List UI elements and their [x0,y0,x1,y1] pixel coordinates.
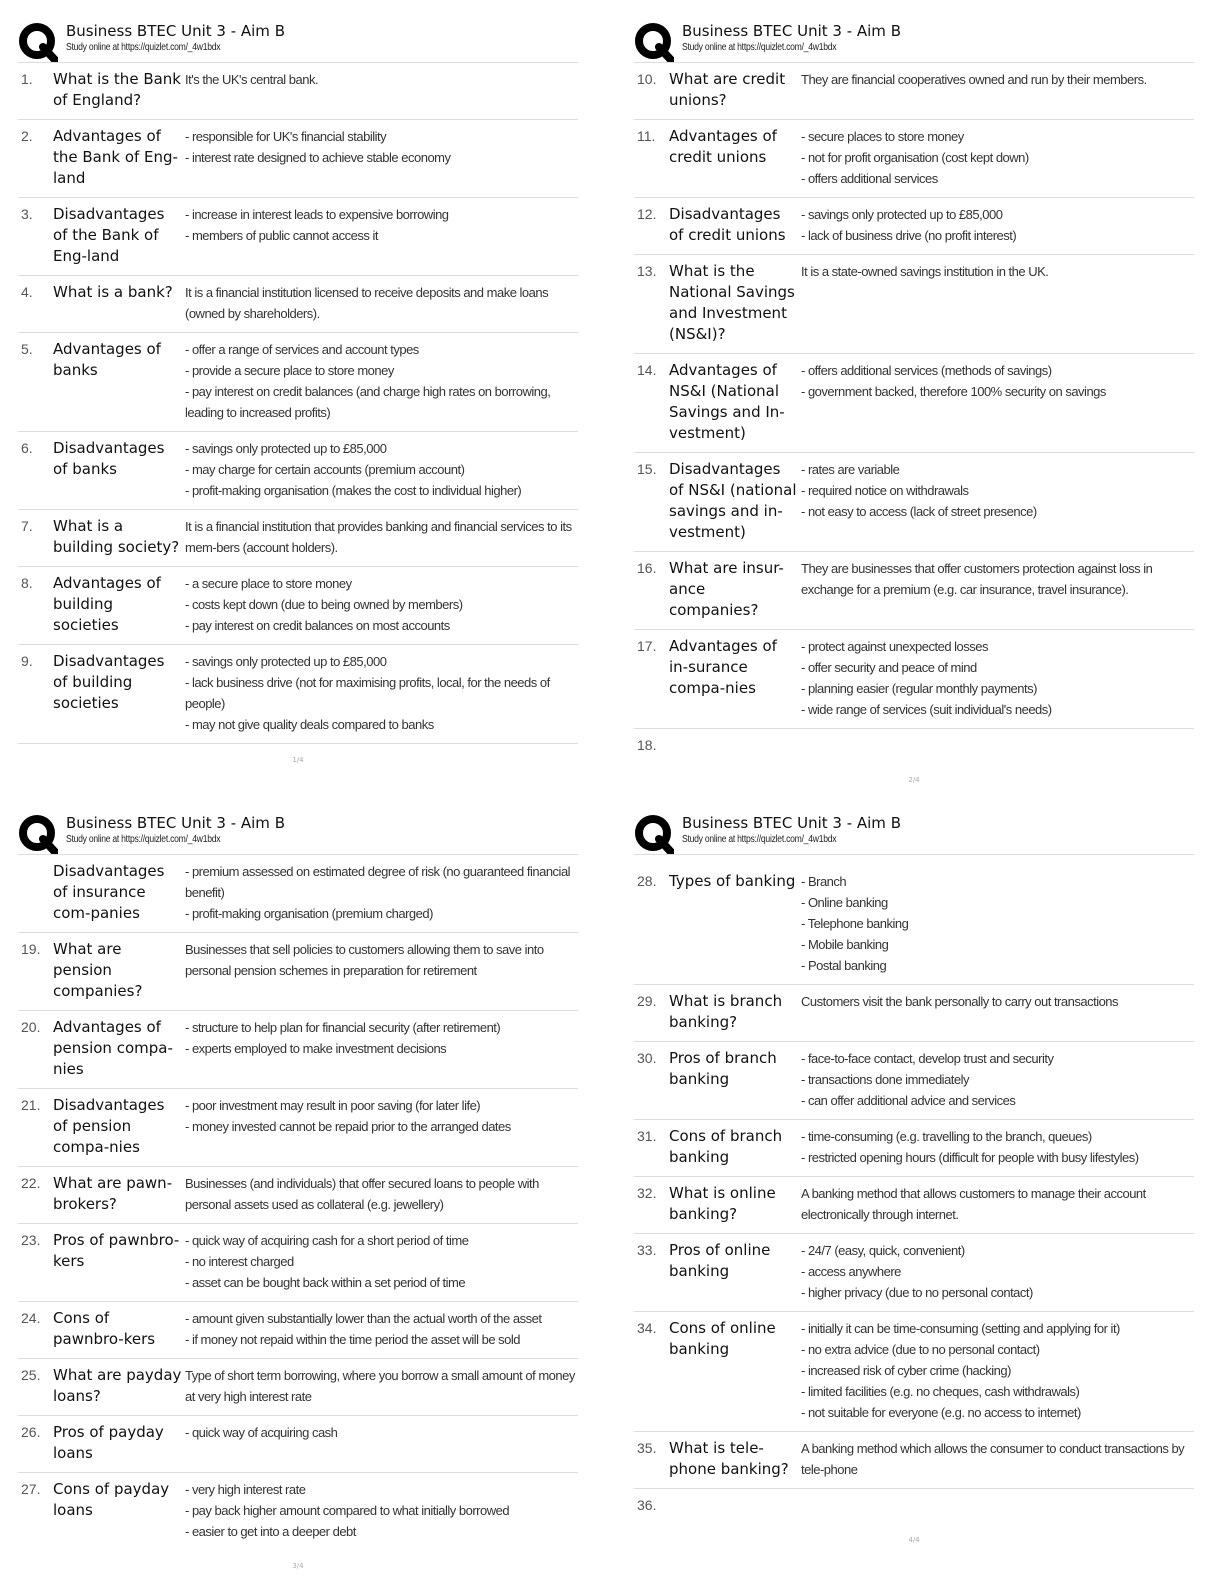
row-term: What are pawn-brokers? [53,1174,173,1213]
row-definition: - initially it can be time-consuming (setting and applying for it) - no extra advice (due to no personal contact) - increased risk of cyber crime (hacking) - limited facilities (e.g. no cheques, cash withdrawals) - not suitable for everyone (e.g. no access to internet) [801,1321,1120,1420]
flashcard-list [18,62,578,744]
row-number: 33. [637,1242,657,1258]
row-definition: - responsible for UK's financial stability - interest rate designed to achieve stable economy [185,129,451,165]
flashcard-row [18,1167,578,1224]
row-term: What is branch banking? [669,992,783,1031]
flashcard-row [634,1432,1194,1489]
row-term: What are credit unions? [669,70,786,109]
row-definition: - rates are variable - required notice on withdrawals - not easy to access (lack of street presence) [801,462,1037,519]
row-definition: - Branch - Online banking - Telephone banking - Mobile banking - Postal banking [801,874,909,973]
page-3 [18,810,578,1570]
row-number: 18. [637,737,657,753]
row-term: Disadvantages of NS&I (national savings and in-vestment) [669,460,797,541]
row-number: 24. [21,1310,41,1326]
row-number: 36. [637,1497,657,1513]
row-number: 14. [637,362,657,378]
row-number: 6. [21,440,33,456]
row-definition: They are financial cooperatives owned and run by their members. [801,72,1147,87]
page-number: 4/4 [908,1536,920,1544]
row-definition: They are businesses that offer customers protection against loss in exchange for a premium (e.g. car insurance, travel insurance). [801,561,1153,597]
row-definition: It is a financial institution that provides banking and financial services to its mem-bers (account holders). [185,519,572,555]
row-term: What is tele-phone banking? [669,1439,789,1478]
flashcard-row [18,933,578,1011]
row-definition: It is a state-owned savings institution in the UK. [801,264,1049,279]
row-number: 25. [21,1367,41,1383]
flashcard-row [18,120,578,198]
flashcard-row [18,333,578,432]
row-number: 7. [21,518,33,534]
flashcard-row [634,1312,1194,1432]
quizlet-logo-icon [18,22,58,62]
row-definition: Customers visit the bank personally to carry out transactions [801,994,1119,1009]
row-term: What is the Bank of England? [53,70,181,109]
row-term: Types of banking [669,872,796,890]
row-term: Disadvantages of credit unions [669,205,786,244]
row-number: 5. [21,341,33,357]
row-definition [799,735,1194,756]
page-subtitle: Study online at https://quizlet.com/_4w1bdx [66,834,221,845]
row-number: 35. [637,1440,657,1456]
row-definition: Businesses (and individuals) that offer secured loans to people with personal assets used as collateral (e.g. jewellery) [185,1176,539,1212]
row-term: Disadvantages of insurance com-panies [53,862,165,922]
row-definition: - savings only protected up to £85,000 - may charge for certain accounts (premium account) - profit-making organisation (makes the cost to individual higher) [185,441,522,498]
row-number: 19. [21,941,41,957]
page-2 [634,18,1194,784]
flashcard-list [634,854,1194,1524]
row-number: 26. [21,1424,41,1440]
row-definition: Businesses that sell policies to customers allowing them to save into personal pension schemes in preparation for retirement [185,942,544,978]
row-number: 9. [21,653,33,669]
quizlet-logo-icon [18,814,58,854]
flashcard-row [634,630,1194,729]
row-term: What is the National Savings and Investment (NS&I)? [669,262,795,343]
row-term: What is a bank? [53,283,173,301]
page-title: Business BTEC Unit 3 - Aim B [682,814,901,832]
row-term: Disadvantages of banks [53,439,165,478]
row-term: Advantages of the Bank of Eng-land [53,127,178,187]
row-term: Advantages of NS&I (National Savings and In-vestment) [669,361,785,442]
flashcard-row [634,63,1194,120]
row-number: 32. [637,1185,657,1201]
flashcard-row [634,729,1194,764]
page-subtitle: Study online at https://quizlet.com/_4w1bdx [682,834,837,845]
row-definition: - premium assessed on estimated degree of risk (no guaranteed financial benefit) - profit-making organisation (premium charged) [185,864,571,921]
row-term: Cons of branch banking [669,1127,783,1166]
flashcard-row [634,198,1194,255]
row-definition: - face-to-face contact, develop trust and security - transactions done immediately - can offer additional advice and services [801,1051,1054,1108]
flashcard-row [634,985,1194,1042]
row-term: Advantages of building societies [53,574,161,634]
flashcard-row [18,645,578,744]
row-term: Cons of pawnbro-kers [53,1309,156,1348]
row-term: Disadvantages of building societies [53,652,165,712]
row-number: 21. [21,1097,41,1113]
flashcard-row [18,567,578,645]
row-number: 15. [637,461,657,477]
row-term [669,735,799,756]
page-subtitle: Study online at https://quizlet.com/_4w1bdx [682,42,837,53]
row-definition: - protect against unexpected losses - offer security and peace of mind - planning easier (regular monthly payments) - wide range of services (suit individual's needs) [801,639,1052,717]
row-definition: - structure to help plan for financial security (after retirement) - experts employed to make investment decisions [185,1020,501,1056]
page-number: 1/4 [292,756,304,764]
row-definition: A banking method that allows customers to manage their account electronically through internet. [801,1186,1146,1222]
page-1 [18,18,578,764]
flashcard-row [18,855,578,933]
flashcard-row [634,1177,1194,1234]
flashcard-row [634,1489,1194,1524]
row-term: Pros of online banking [669,1241,771,1280]
row-number: 1. [21,71,33,87]
page-header [18,18,578,62]
page-title: Business BTEC Unit 3 - Aim B [66,814,285,832]
quizlet-logo-icon [634,22,674,62]
page-subtitle: Study online at https://quizlet.com/_4w1bdx [66,42,221,53]
row-number: 29. [637,993,657,1009]
flashcard-row [18,1473,578,1550]
flashcard-row [634,1120,1194,1177]
row-term: Advantages of credit unions [669,127,777,166]
flashcard-row [634,1234,1194,1312]
row-definition: - offer a range of services and account types - provide a secure place to store money - pay interest on credit balances (and charge high rates on borrowing, leading to increased profits) [185,342,551,420]
row-definition: - increase in interest leads to expensive borrowing - members of public cannot access it [185,207,449,243]
row-definition: - time-consuming (e.g. travelling to the branch, queues) - restricted opening hours (difficult for people with busy lifestyles) [801,1129,1139,1165]
row-term: Pros of branch banking [669,1049,777,1088]
flashcard-row [18,1224,578,1302]
flashcard-row [18,198,578,276]
row-definition: - secure places to store money - not for profit organisation (cost kept down) - offers additional services [801,129,1029,186]
page-4 [634,810,1194,1544]
flashcard-row [18,1302,578,1359]
row-number: 31. [637,1128,657,1144]
flashcard-row [634,255,1194,354]
flashcard-row [634,354,1194,453]
page-header [18,810,578,854]
row-term: What are pension companies? [53,940,143,1000]
flashcard-row [18,63,578,120]
flashcard-row [634,120,1194,198]
row-term: What is a building society? [53,517,180,556]
flashcard-row [18,510,578,567]
page-header [634,18,1194,62]
row-number: 30. [637,1050,657,1066]
row-term: What are insur-ance companies? [669,559,784,619]
row-number: 17. [637,638,657,654]
flashcard-row [634,1042,1194,1120]
row-number: 2. [21,128,33,144]
row-definition: - savings only protected up to £85,000 - lack business drive (not for maximising profits, local, for the needs of people) - may not give quality deals compared to banks [185,654,550,732]
flashcard-row [18,1359,578,1416]
row-number: 13. [637,263,657,279]
row-definition: Type of short term borrowing, where you borrow a small amount of money at very high interest rate [185,1368,575,1404]
row-definition: It is a financial institution licensed to receive deposits and make loans (owned by shareholders). [185,285,549,321]
page-title: Business BTEC Unit 3 - Aim B [682,22,901,40]
row-definition: - poor investment may result in poor saving (for later life) - money invested cannot be repaid prior to the arranged dates [185,1098,511,1134]
row-definition: - quick way of acquiring cash for a short period of time - no interest charged - asset can be bought back within a set period of time [185,1233,469,1290]
row-number: 11. [637,128,656,144]
quizlet-logo-icon [634,814,674,854]
row-term: Pros of pawnbro-kers [53,1231,180,1270]
page-number: 2/4 [908,776,920,784]
row-term: What is online banking? [669,1184,776,1223]
row-term [669,1495,799,1516]
row-definition: - offers additional services (methods of savings) - government backed, therefore 100% security on savings [801,363,1106,399]
row-definition: - amount given substantially lower than the actual worth of the asset - if money not repaid within the time period the asset will be sold [185,1311,542,1347]
row-definition: - savings only protected up to £85,000 - lack of business drive (no profit interest) [801,207,1017,243]
row-number: 27. [21,1481,41,1497]
row-term: Advantages of in-surance compa-nies [669,637,777,697]
row-number: 12. [637,206,657,222]
row-number: 10. [637,71,657,87]
row-number: 20. [21,1019,41,1035]
row-term: Pros of payday loans [53,1423,164,1462]
flashcard-row [634,552,1194,630]
flashcard-row [18,276,578,333]
row-term: Disadvantages of the Bank of Eng-land [53,205,165,265]
flashcard-row [18,1011,578,1089]
row-term: Cons of payday loans [53,1480,170,1519]
row-definition: It's the UK's central bank. [185,72,319,87]
page-title: Business BTEC Unit 3 - Aim B [66,22,285,40]
page-number: 3/4 [292,1562,304,1570]
flashcard-row [18,1089,578,1167]
row-term: What are payday loans? [53,1366,182,1405]
row-number: 8. [21,575,33,591]
row-term: Cons of online banking [669,1319,776,1358]
flashcard-row [18,432,578,510]
row-definition: - quick way of acquiring cash [185,1425,338,1440]
row-term: Advantages of pension compa-nies [53,1018,173,1078]
row-definition: A banking method which allows the consumer to conduct transactions by tele-phone [801,1441,1185,1477]
row-definition: - very high interest rate - pay back higher amount compared to what initially borrowed - easier to get into a deeper debt [185,1482,510,1539]
row-definition [799,1495,1194,1516]
flashcard-row [18,1416,578,1473]
row-number [18,861,53,924]
row-number: 34. [637,1320,657,1336]
flashcard-list [18,854,578,1550]
page-header [634,810,1194,854]
row-definition: - a secure place to store money - costs kept down (due to being owned by members) - pay interest on credit balances on most accounts [185,576,463,633]
row-number: 3. [21,206,33,222]
flashcard-row [634,453,1194,552]
flashcard-list [634,62,1194,764]
row-term: Disadvantages of pension compa-nies [53,1096,165,1156]
flashcard-row [634,865,1194,985]
row-number: 16. [637,560,657,576]
row-number: 28. [637,873,657,889]
row-term: Advantages of banks [53,340,161,379]
row-number: 23. [21,1232,41,1248]
row-number: 4. [21,284,33,300]
row-definition: - 24/7 (easy, quick, convenient) - access anywhere - higher privacy (due to no personal contact) [801,1243,1033,1300]
row-number: 22. [21,1175,41,1191]
